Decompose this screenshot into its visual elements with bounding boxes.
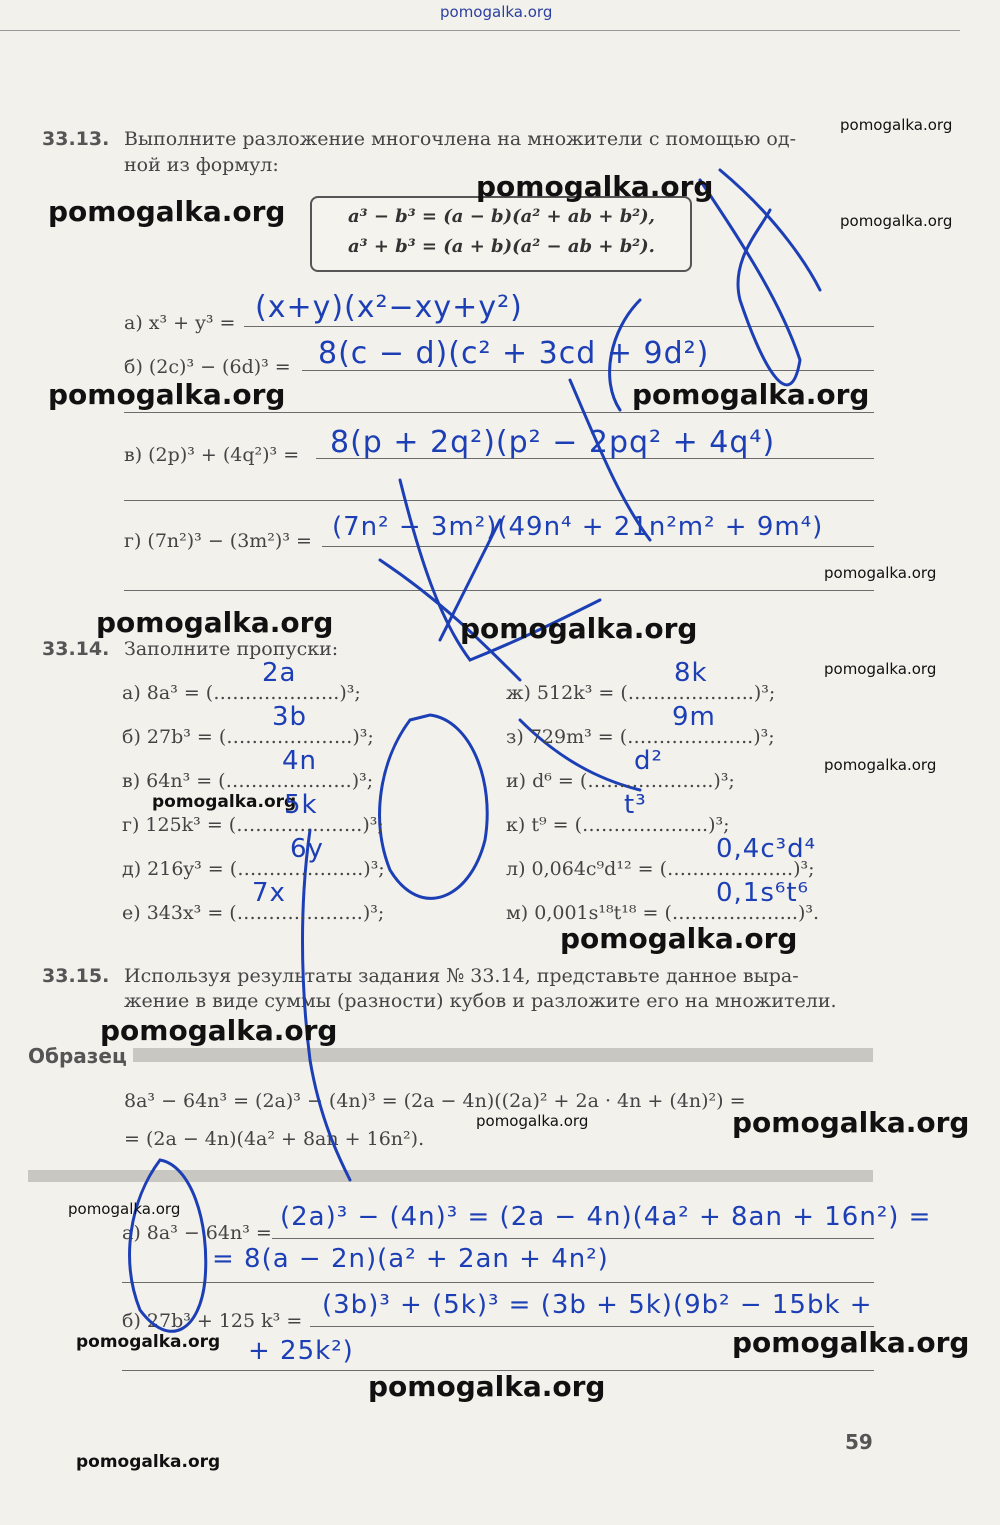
exercise-text-33-13-line2: ной из формул: — [124, 154, 279, 176]
watermark: pomogalka.org — [76, 1332, 221, 1352]
handwritten-fill-answer-right-5: 0,1s⁶t⁶ — [716, 878, 809, 908]
sample-line-2: = (2a − 4n)(4a² + 8an + 16n²). — [124, 1128, 425, 1150]
fill-item-tail: )³; — [753, 682, 776, 704]
watermark: pomogalka.org — [368, 1370, 606, 1403]
watermark: pomogalka.org — [560, 922, 798, 955]
fill-item-left-1 — [122, 726, 374, 748]
fill-item-tail: )³; — [362, 902, 385, 924]
fill-item-tail: )³; — [363, 858, 385, 880]
fill-item-dots: ……………….. — [213, 682, 340, 704]
fill-item-dots: ……………….. — [582, 814, 709, 836]
watermark: pomogalka.org — [460, 612, 698, 645]
fill-item-tail: )³; — [362, 814, 384, 836]
fill-item-label: а) 8a³ = ( — [122, 682, 214, 704]
handwritten-answer-1315-a-line2: = 8(a − 2n)(a² + 2an + 4n²) — [212, 1244, 609, 1274]
fill-item-tail: )³; — [708, 814, 730, 836]
exercise-text-33-14: Заполните пропуски: — [124, 638, 339, 660]
handwritten-fill-answer-right-1: 9m — [672, 702, 716, 732]
fill-item-tail: )³; — [753, 726, 775, 748]
fill-item-tail: )³; — [793, 858, 815, 880]
fill-item-label: к) t⁹ = ( — [506, 814, 582, 836]
task-1315-a-label: а) 8a³ − 64n³ = — [122, 1222, 272, 1244]
watermark: pomogalka.org — [840, 212, 953, 230]
exercise-number-33-15: 33.15. — [42, 965, 110, 987]
fill-item-tail: )³; — [352, 726, 374, 748]
handwritten-answer-1315-a-line1: (2a)³ − (4n)³ = (2a − 4n)(4a² + 8an + 16n²) = — [280, 1202, 932, 1232]
fill-item-dots: ……………….. — [666, 858, 794, 880]
fill-item-label: ж) 512k³ = ( — [506, 682, 628, 704]
fill-item-dots: ……………….. — [671, 902, 798, 924]
watermark-top: pomogalka.org — [440, 3, 553, 21]
fill-item-right-3 — [506, 814, 730, 836]
fill-item-left-3 — [122, 814, 384, 836]
task-g-label: г) (7n²)³ − (3m²)³ = — [124, 530, 312, 552]
fill-item-tail: )³. — [797, 902, 820, 924]
fill-item-right-1 — [506, 726, 775, 748]
handwritten-fill-answer-left-4: 6y — [290, 834, 324, 864]
fill-item-label: г) 125k³ = ( — [122, 814, 237, 836]
watermark: pomogalka.org — [48, 378, 286, 411]
handwritten-answer-1315-b-line1: (3b)³ + (5k)³ = (3b + 5k)(9b² − 15bk + — [322, 1290, 873, 1320]
fill-item-dots: ……………….. — [225, 770, 352, 792]
fill-item-left-0 — [122, 682, 361, 704]
formula-difference-of-cubes: a³ − b³ = (a − b)(a² + ab + b²), — [348, 206, 655, 227]
watermark: pomogalka.org — [732, 1326, 970, 1359]
watermark: pomogalka.org — [96, 606, 334, 639]
handwritten-fill-answer-right-4: 0,4c³d⁴ — [716, 834, 816, 864]
watermark: pomogalka.org — [48, 195, 286, 228]
sample-line-1: 8a³ − 64n³ = (2a)³ − (4n)³ = (2a − 4n)((2a)² + 2a · 4n + (4n)²) = — [124, 1090, 746, 1112]
formula-sum-of-cubes: a³ + b³ = (a + b)(a² − ab + b²). — [348, 236, 655, 257]
fill-item-label: и) d⁶ = ( — [506, 770, 588, 792]
fill-item-right-2 — [506, 770, 735, 792]
fill-item-label: в) 64n³ = ( — [122, 770, 226, 792]
sample-label: Образец — [28, 1044, 133, 1068]
fill-item-dots: ……………….. — [237, 858, 364, 880]
fill-item-dots: ……………….. — [587, 770, 714, 792]
handwritten-answer-v: 8(p + 2q²)(p² − 2pq² + 4q⁴) — [330, 425, 776, 460]
watermark: pomogalka.org — [76, 1452, 221, 1472]
fill-item-left-2 — [122, 770, 373, 792]
handwritten-fill-answer-left-2: 4n — [282, 746, 318, 776]
exercise-text-33-13-line1: Выполните разложение многочлена на множители с помощью од- — [124, 128, 796, 150]
fill-item-left-4 — [122, 858, 385, 880]
fill-item-tail: )³; — [351, 770, 374, 792]
exercise-number-33-14: 33.14. — [42, 638, 110, 660]
handwritten-fill-answer-left-0: 2a — [262, 658, 297, 688]
task-v-label: в) (2p)³ + (4q²)³ = — [124, 444, 300, 466]
handwritten-answer-1315-b-line2: + 25k²) — [248, 1336, 354, 1366]
watermark: pomogalka.org — [152, 792, 297, 812]
watermark: pomogalka.org — [476, 170, 714, 203]
watermark: pomogalka.org — [100, 1014, 338, 1047]
fill-item-dots: ……………….. — [627, 682, 754, 704]
fill-item-dots: ……………….. — [236, 902, 363, 924]
watermark: pomogalka.org — [68, 1200, 181, 1218]
fill-item-label: л) 0,064c⁹d¹² = ( — [506, 858, 667, 880]
watermark: pomogalka.org — [840, 116, 953, 134]
handwritten-answer-b: 8(c − d)(c² + 3cd + 9d²) — [318, 336, 710, 371]
fill-item-label: д) 216y³ = ( — [122, 858, 238, 880]
handwritten-fill-answer-left-1: 3b — [272, 702, 308, 732]
handwritten-fill-answer-right-3: t³ — [624, 790, 647, 820]
page-number: 59 — [845, 1430, 873, 1454]
fill-item-label: е) 343x³ = ( — [122, 902, 237, 924]
fill-item-label: м) 0,001s¹⁸t¹⁸ = ( — [506, 902, 672, 924]
handwritten-answer-g: (7n² − 3m²)(49n⁴ + 21n²m² + 9m⁴) — [332, 512, 824, 542]
exercise-number-33-13: 33.13. — [42, 128, 110, 150]
exercise-text-33-15-line1: Используя результаты задания № 33.14, представьте данное выра- — [124, 965, 799, 987]
fill-item-label: з) 729m³ = ( — [506, 726, 628, 748]
watermark: pomogalka.org — [824, 564, 937, 582]
fill-item-dots: ……………….. — [226, 726, 353, 748]
handwritten-fill-answer-left-5: 7x — [252, 878, 286, 908]
fill-item-tail: )³; — [713, 770, 735, 792]
watermark: pomogalka.org — [824, 756, 937, 774]
task-a-label: а) x³ + y³ = — [124, 312, 236, 334]
watermark: pomogalka.org — [476, 1112, 589, 1130]
handwritten-fill-answer-right-2: d² — [634, 746, 663, 776]
fill-item-right-0 — [506, 682, 775, 704]
watermark: pomogalka.org — [824, 660, 937, 678]
task-b-label: б) (2c)³ − (6d)³ = — [124, 356, 291, 378]
handwritten-answer-a: (x+y)(x²−xy+y²) — [255, 290, 523, 325]
exercise-text-33-15-line2: жение в виде суммы (разности) кубов и разложите его на множители. — [124, 990, 837, 1012]
fill-item-dots: ……………….. — [236, 814, 363, 836]
handwritten-fill-answer-right-0: 8k — [674, 658, 708, 688]
watermark: pomogalka.org — [632, 378, 870, 411]
fill-item-dots: ……………….. — [627, 726, 754, 748]
watermark: pomogalka.org — [732, 1106, 970, 1139]
handwritten-fill-answer-left-3: 5k — [284, 790, 318, 820]
fill-item-label: б) 27b³ = ( — [122, 726, 227, 748]
fill-item-tail: )³; — [339, 682, 361, 704]
task-1315-b-label: б) 27b³ + 125 k³ = — [122, 1310, 303, 1332]
